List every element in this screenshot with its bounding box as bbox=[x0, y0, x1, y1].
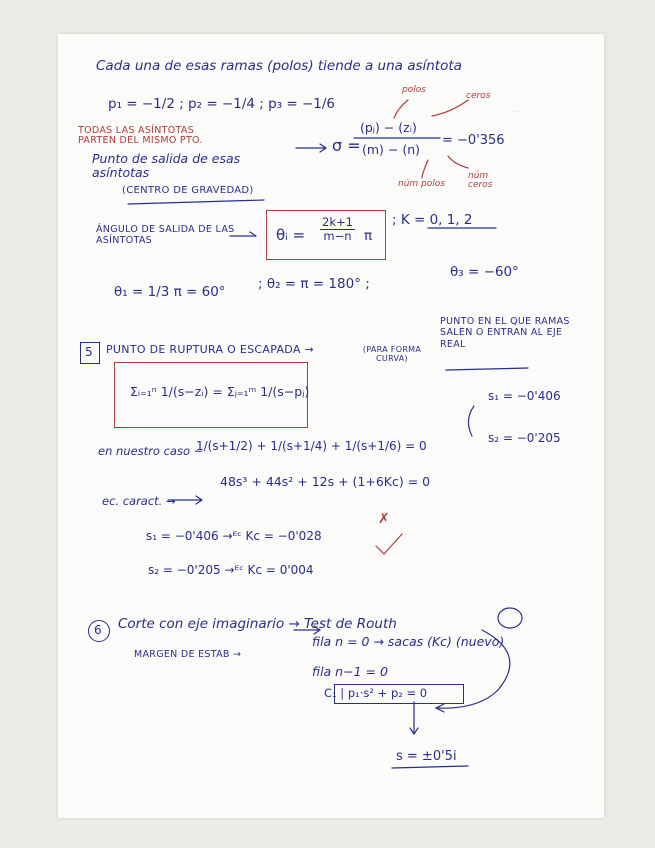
our-case-equation: 1/(s+1/2) + 1/(s+1/4) + 1/(s+1/6) = 0 bbox=[196, 439, 427, 453]
imaginary-crossing-result: s = ±0'5i bbox=[396, 749, 457, 764]
theta1-value: θ₁ = 1/3 π = 60° bbox=[114, 284, 226, 300]
char-eq: 48s³ + 44s² + 12s + (1+6Kc) = 0 bbox=[220, 474, 431, 489]
theta-denominator: m−n bbox=[323, 228, 352, 243]
center-underline bbox=[128, 200, 264, 204]
s5-number: 5 bbox=[85, 345, 93, 359]
ceros-annotation: ceros bbox=[466, 91, 491, 101]
polos-annotation: polos bbox=[402, 85, 426, 95]
s1-reject-mark: ✗ bbox=[378, 511, 390, 527]
s1-kc-line: s₁ = −0'406 →ᴱᶜ Kc = −0'028 bbox=[146, 529, 322, 543]
theta2-value: ; θ₂ = π = 180° ; bbox=[258, 276, 370, 292]
s6-title: Corte con eje imaginario → Test de Routh bbox=[118, 616, 397, 632]
sigma-denominator: (m) − (n) bbox=[362, 142, 421, 157]
sigma-value: = −0'356 bbox=[442, 133, 505, 148]
char-eq-label: ec. caract. → bbox=[102, 494, 176, 508]
sigma-symbol: σ = bbox=[332, 136, 361, 155]
sum-formula: Σᵢ₌₁ⁿ 1/(s−zᵢ) = Σⱼ₌₁ᵐ 1/(s−pⱼ) bbox=[130, 384, 310, 399]
row-n1-line: fila n−1 = 0 bbox=[312, 664, 388, 679]
intro-line: Cada una de esas ramas (polos) tiende a una asíntota bbox=[96, 58, 462, 74]
result-brace bbox=[468, 406, 474, 436]
theta-pi: π bbox=[364, 228, 373, 244]
theta-fraction bbox=[320, 216, 355, 242]
all-asymptotes-note: TODAS LAS ASÍNTOTAS PARTEN DEL MISMO PTO. bbox=[78, 125, 203, 146]
num-ceros-annotation: núm ceros bbox=[468, 171, 493, 190]
arrow-num-polos bbox=[422, 160, 428, 178]
s2-kc-line: s₂ = −0'205 →ᴱᶜ Kc = 0'004 bbox=[148, 563, 314, 577]
angle-label: ÁNGULO DE SALIDA DE LAS ASÍNTOTAS bbox=[96, 224, 235, 247]
exit-arrow bbox=[296, 144, 326, 152]
down-arrow bbox=[410, 702, 418, 734]
arrow-polos bbox=[394, 100, 408, 118]
kc-circle bbox=[498, 608, 522, 628]
arrow-num-ceros bbox=[448, 156, 468, 168]
poles-line: p₁ = −1/2 ; p₂ = −1/4 ; p₃ = −1/6 bbox=[108, 96, 336, 112]
theta-numerator: 2k+1 bbox=[322, 215, 353, 229]
s5-underline bbox=[446, 368, 528, 370]
check-mark bbox=[376, 534, 402, 554]
result-underline bbox=[392, 766, 468, 768]
row-n-line: fila n = 0 → sacas (Kc) (nuevo) bbox=[312, 634, 505, 649]
num-polos-annotation: núm polos bbox=[398, 179, 445, 189]
s5-description: PUNTO EN EL QUE RAMAS SALEN O ENTRAN AL EJE REAL bbox=[440, 316, 570, 350]
row-equation: C₁ | p₁·s² + p₂ = 0 bbox=[324, 686, 428, 700]
notebook-page: — Cada una de esas ramas (polos) tiende a una asíntota p₁ = −1/2 ; p₂ = −1/4 ; p₃ = −1/6 TODAS LAS ASÍNTOTAS PARTEN DEL MISMO PTO. Punto de salida de esas asíntotas (CENTRO DE GRAVEDAD) σ = (pⱼ) − (zᵢ) (m) − (n) = −0'356 polos ceros núm polos núm ceros ÁNGULO DE SALIDA DE LAS ASÍNTOTAS θᵢ = 2k+1 m−n π ; K = 0, 1, 2 θ₁ = 1/3 π = 60° ; θ₂ = π = 180° ; θ₃ = −60° 5 PUNTO DE RUPTURA O ESCAPADA → PUNTO EN EL QUE RAMAS SALEN O ENTRAN AL EJE REAL (PARA FORMA CURVA) Σᵢ₌₁ⁿ 1/(s−zᵢ) = Σⱼ₌₁ᵐ 1/(s−pⱼ) en nuestro caso ~ 1/(s+1/2) + 1/(s+1/4) + 1/(s+1/6) = 0 s₁ = −0'406 s₂ = −0'205 ec. caract. → 48s³ + 44s² + 12s + (1+6Kc) = 0 s₁ = −0'406 →ᴱᶜ Kc = −0'028 ✗ s₂ = −0'205 →ᴱᶜ Kc = 0'004 6 Corte con eje imaginario → Test de Routh MARGEN DE ESTAB → fila n = 0 → sacas (Kc) (nuevo) fila n−1 = 0 C₁ | p₁·s² + p₂ = 0 s = ±0'5i bbox=[58, 34, 604, 818]
exit-point-label: Punto de salida de esas asíntotas bbox=[92, 151, 241, 180]
theta3-value: θ₃ = −60° bbox=[450, 264, 519, 280]
theta-symbol: θᵢ = bbox=[276, 226, 306, 244]
s1-result: s₁ = −0'406 bbox=[488, 389, 561, 403]
our-case-label: en nuestro caso ~ bbox=[98, 444, 204, 458]
arrow-ceros bbox=[432, 100, 468, 116]
margin-label: MARGEN DE ESTAB → bbox=[134, 649, 242, 660]
s5-title: PUNTO DE RUPTURA O ESCAPADA → bbox=[106, 343, 314, 356]
s2-result: s₂ = −0'205 bbox=[488, 431, 561, 445]
s6-number: 6 bbox=[94, 623, 102, 637]
center-of-gravity-note: (CENTRO DE GRAVEDAD) bbox=[122, 185, 254, 196]
sigma-numerator: (pⱼ) − (zᵢ) bbox=[360, 120, 417, 135]
s5-paren-note: (PARA FORMA CURVA) bbox=[362, 345, 422, 363]
k-values: ; K = 0, 1, 2 bbox=[392, 212, 473, 228]
